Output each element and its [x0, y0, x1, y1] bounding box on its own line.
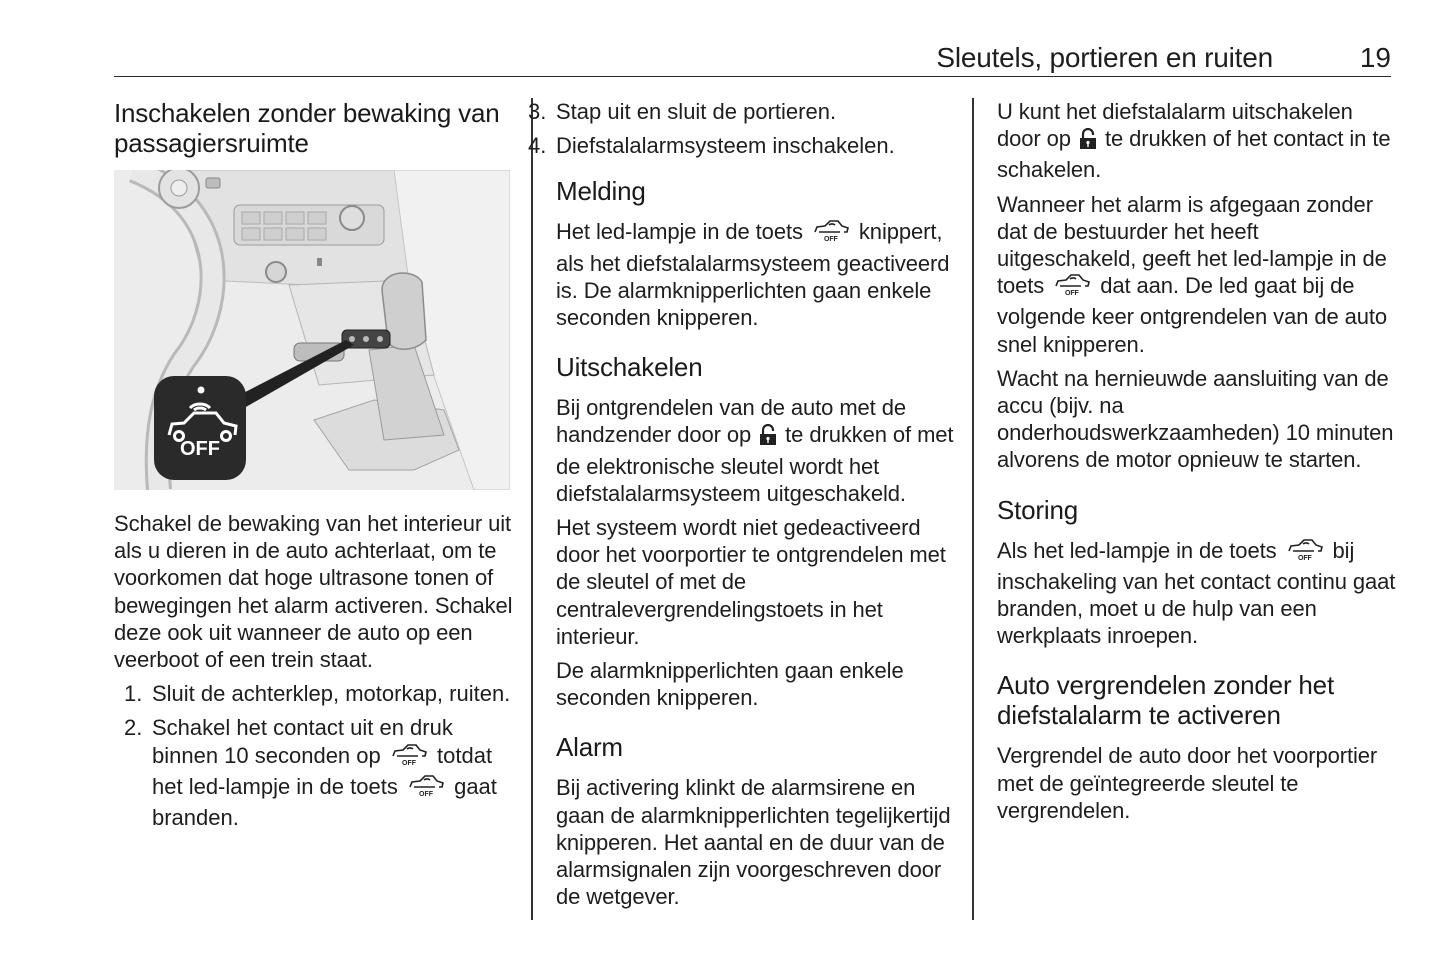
- svg-text:OFF: OFF: [418, 790, 433, 798]
- page-header: [114, 40, 1391, 77]
- paragraph: Wacht na hernieuwde aansluiting van de accu (bijv. na onderhoudswerkzaamheden) 10 minuten alvorens de motor opnieuw te starten.: [997, 365, 1394, 473]
- section-heading-alarm: Alarm: [556, 732, 623, 763]
- paragraph: Het systeem wordt niet gedeactiveerd door het voorportier te ontgrendelen met de sleutel of met de centralevergrendelingstoets in het interieur.: [556, 515, 946, 649]
- section-heading-melding: Melding: [556, 176, 646, 207]
- svg-text:OFF: OFF: [1297, 554, 1312, 562]
- column-divider: [531, 98, 533, 920]
- column-1: [114, 98, 514, 838]
- car-alarm-off-icon: [1285, 538, 1325, 568]
- paragraph: Wanneer het alarm is afgegaan zonder dat de bestuurder het heeft uitgeschakeld, geeft het led-lampje in de toets OFF dat aan. De led gaat bij de volgende keer ontgrendelen van de auto snel knipperen.: [997, 191, 1388, 357]
- car-alarm-off-icon: [389, 743, 429, 773]
- list-item: 3. Stap uit en sluit de portieren.: [528, 99, 837, 124]
- svg-text:OFF: OFF: [1065, 290, 1079, 298]
- svg-text:OFF: OFF: [823, 236, 838, 244]
- list-item: 2. Schakel het contact uit en druk binnen 10 seconden op OFF totdat het led-lampje in de toets OFF gaat branden.: [124, 715, 497, 831]
- svg-text:OFF: OFF: [401, 759, 416, 767]
- console-illustration: [114, 170, 510, 490]
- paragraph: Schakel de bewaking van het interieur uit als u dieren in de auto achterlaat, om te voorkomen dat hoge ultrasone tonen of bewegingen het alarm activeren. Schakel deze ook uit wanneer de auto op een veerboot of een trein staat.: [114, 511, 513, 673]
- paragraph: Als het led-lampje in de toets OFF bij inschakeling van het contact continu gaat branden, moet u de hulp van een werkplaats inroepen.: [997, 537, 1396, 649]
- step-list: [518, 98, 956, 159]
- interior-illustration: [114, 170, 510, 490]
- column-3: [997, 98, 1397, 831]
- car-alarm-off-icon: [811, 219, 851, 249]
- section-heading-uitschakelen: Uitschakelen: [556, 352, 703, 383]
- paragraph: Het led-lampje in de toets OFF knippert, als het diefstalalarmsysteem geactiveerd is. De alarmknipperlichten gaan enkele seconden knipperen.: [556, 219, 950, 331]
- paragraph: De alarmknipperlichten gaan enkele seconden knipperen.: [556, 658, 904, 711]
- paragraph: Bij ontgrendelen van de auto met de handzender door op te drukken of met de elektronische sleutel wordt het diefstalalarmsysteem uitgeschakeld.: [556, 395, 954, 506]
- column-2: [528, 98, 956, 917]
- list-item: 4. Diefstalalarmsysteem inschakelen.: [528, 133, 895, 159]
- paragraph: Vergrendel de auto door het voorportier met de geïntegreerde sleutel te vergrendelen.: [997, 743, 1378, 823]
- section-heading-storing: Storing: [997, 494, 1078, 525]
- unlock-icon: [1079, 128, 1097, 156]
- car-alarm-off-icon: [406, 774, 446, 804]
- section-heading: Inschakelen zonder bewaking van passagiersruimte: [114, 98, 500, 158]
- chapter-title: Sleutels, portieren en ruiten: [936, 42, 1273, 73]
- unlock-icon: [759, 424, 777, 452]
- step-list: [114, 680, 514, 831]
- page-number: 19: [1359, 42, 1391, 73]
- paragraph: U kunt het diefstalalarm uitschakelen door op te drukken of het contact in te schakelen.: [997, 99, 1391, 183]
- column-divider: [972, 98, 974, 920]
- paragraph: Bij activering klinkt de alarmsirene en gaan de alarmknipperlichten tegelijkertijd knipperen. Het aantal en de duur van de alarmsignalen zijn voorgeschreven door de wetgever.: [556, 775, 951, 910]
- car-alarm-off-icon: [1052, 273, 1092, 303]
- section-heading-auto-vergrendelen: Auto vergrendelen zonder het diefstalalarm te activeren: [997, 670, 1334, 731]
- list-item: 1. Sluit de achterklep, motorkap, ruiten.: [124, 681, 511, 707]
- off-label: OFF: [180, 438, 220, 460]
